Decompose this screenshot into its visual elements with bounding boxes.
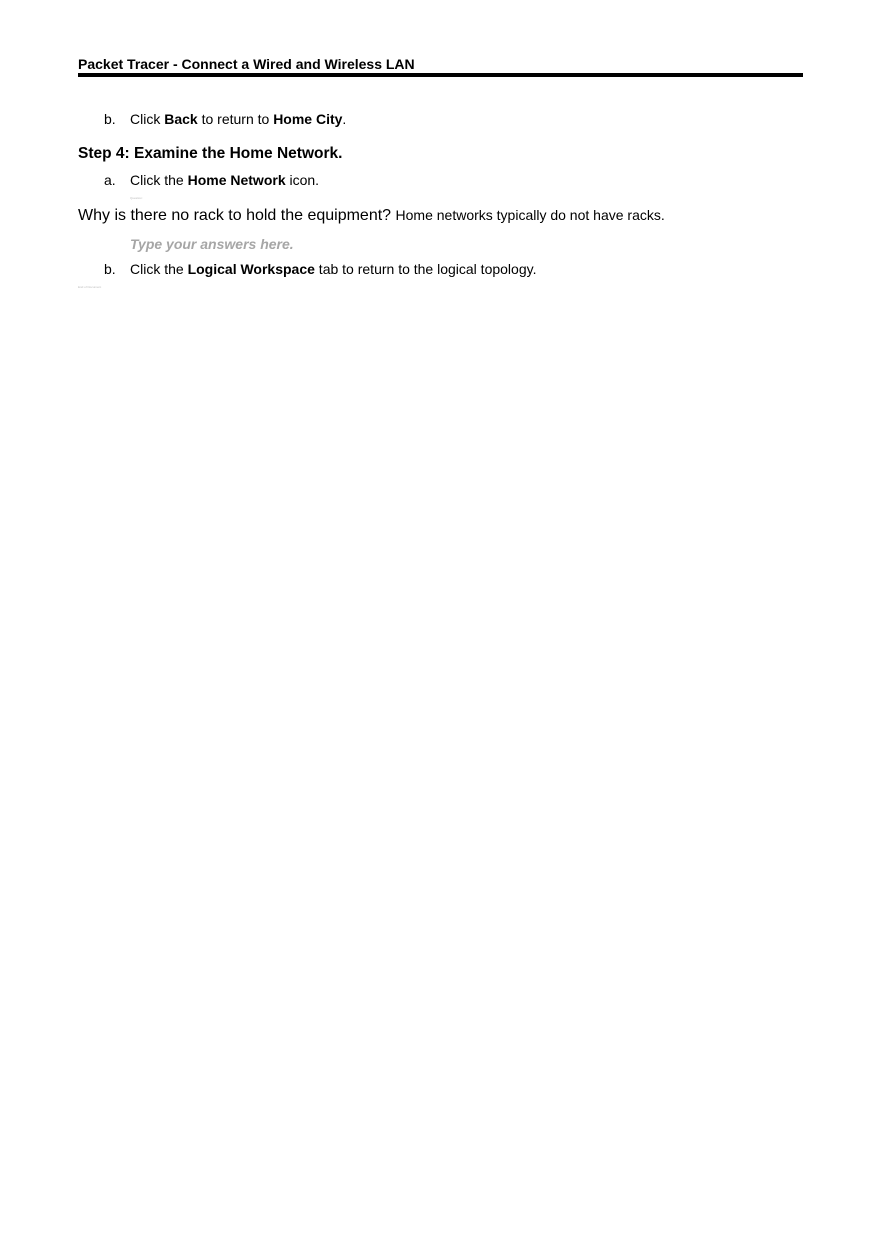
text-run: . bbox=[342, 111, 347, 127]
home-city-reference: Home City bbox=[273, 111, 343, 127]
question-line bbox=[78, 205, 665, 226]
home-network-reference: Home Network bbox=[187, 172, 286, 188]
step4-item-a-text bbox=[130, 171, 319, 189]
step4-heading: Step 4: Examine the Home Network. bbox=[78, 145, 343, 162]
text-run: Click bbox=[130, 111, 165, 127]
text-run: to return to bbox=[197, 111, 274, 127]
answer-placeholder[interactable]: Type your answers here. bbox=[130, 236, 294, 252]
text-run: icon. bbox=[285, 172, 320, 188]
logical-workspace-reference: Logical Workspace bbox=[187, 261, 315, 277]
text-run: tab to return to the logical topology. bbox=[314, 261, 537, 277]
list-marker: b. bbox=[104, 111, 116, 127]
list-marker: b. bbox=[104, 261, 116, 277]
question-text: Why is there no rack to hold the equipment? bbox=[78, 207, 392, 224]
list-marker: a. bbox=[104, 172, 116, 188]
text-run: Click the bbox=[130, 261, 188, 277]
step3-item-b-text bbox=[130, 110, 346, 128]
document-header-title: Packet Tracer - Connect a Wired and Wireless LAN bbox=[78, 56, 415, 72]
text-run: Click the bbox=[130, 172, 188, 188]
end-of-document-label: End of Document bbox=[78, 285, 102, 289]
question-label: Question: bbox=[130, 196, 143, 200]
back-button-reference: Back bbox=[164, 111, 198, 127]
answer-text: Home networks typically do not have racks. bbox=[395, 207, 665, 223]
step4-item-b-text bbox=[130, 260, 536, 278]
header-divider bbox=[78, 73, 803, 77]
